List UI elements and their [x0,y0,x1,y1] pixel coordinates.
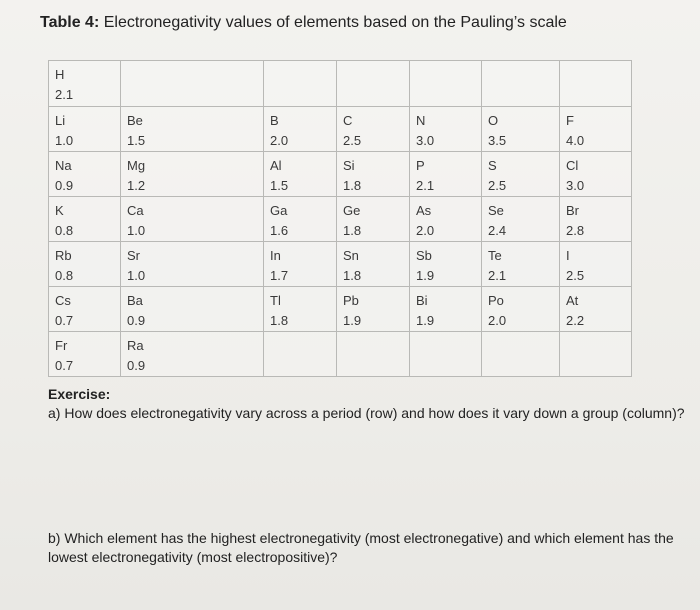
element-symbol: In [270,248,281,263]
element-cell [49,197,121,242]
element-cell [410,332,482,377]
element-value: 2.5 [566,268,585,283]
element-value: 0.9 [55,178,74,193]
element-symbol: As [416,203,432,218]
element-symbol: Rb [55,248,72,263]
table-title-label: Table 4: [40,14,100,31]
element-value: 1.5 [270,178,289,193]
element-value: 0.8 [55,268,74,283]
element-cell [560,242,632,287]
element-symbol: I [566,248,570,263]
exercise-heading: Exercise: [48,386,111,402]
element-value: 2.0 [270,133,289,148]
element-cell [49,242,121,287]
element-value: 1.8 [343,178,362,193]
element-symbol: Ba [127,293,143,308]
element-value: 1.8 [270,313,289,328]
element-symbol: Tl [270,293,281,308]
element-value: 2.8 [566,223,585,238]
element-symbol: Te [488,248,502,263]
element-value: 0.9 [127,358,146,373]
element-symbol: Ra [127,338,144,353]
element-symbol: Br [566,203,579,218]
element-symbol: H [55,67,65,82]
exercise-section [48,385,688,423]
element-symbol: Be [127,113,143,128]
element-cell [560,197,632,242]
element-cell [560,332,632,377]
element-symbol: Cs [55,293,71,308]
element-value: 2.2 [566,313,585,328]
element-cell [121,287,264,332]
element-cell [264,152,337,197]
element-cell [264,332,337,377]
element-value: 2.1 [488,268,507,283]
element-cell [264,242,337,287]
element-value: 1.5 [127,133,146,148]
element-cell [264,197,337,242]
element-value: 1.9 [416,313,435,328]
element-cell [482,107,560,152]
table-row [49,61,632,107]
electronegativity-table [48,60,632,377]
element-cell [264,107,337,152]
element-symbol: Li [55,113,66,128]
element-cell [410,287,482,332]
element-value: 1.0 [127,223,146,238]
element-value: 1.9 [343,313,362,328]
element-cell [560,107,632,152]
element-cell [121,242,264,287]
element-symbol: Si [343,158,355,173]
element-cell [337,61,410,107]
element-symbol: P [416,158,425,173]
element-cell [337,287,410,332]
element-symbol: Po [488,293,504,308]
element-cell [121,152,264,197]
element-cell [410,152,482,197]
element-value: 1.7 [270,268,289,283]
element-cell [482,197,560,242]
element-symbol: B [270,113,279,128]
element-cell [482,332,560,377]
element-value: 2.1 [416,178,435,193]
element-value: 4.0 [566,133,585,148]
element-symbol: Bi [416,293,428,308]
element-symbol: Ga [270,203,288,218]
element-value: 1.2 [127,178,146,193]
element-cell [121,197,264,242]
element-cell [264,287,337,332]
element-symbol: Ge [343,203,361,218]
element-value: 3.0 [566,178,585,193]
element-cell [410,197,482,242]
element-symbol: K [55,203,64,218]
element-symbol: Fr [55,338,68,353]
element-symbol: Sn [343,248,359,263]
element-symbol: Mg [127,158,146,173]
element-cell [482,152,560,197]
element-cell [337,242,410,287]
element-cell [49,287,121,332]
element-value: 1.6 [270,223,289,238]
element-symbol: Sr [127,248,140,263]
element-value: 0.8 [55,223,74,238]
element-value: 0.9 [127,313,146,328]
element-cell [482,287,560,332]
element-cell [560,287,632,332]
element-symbol: Sb [416,248,432,263]
element-symbol: C [343,113,353,128]
element-value: 1.9 [416,268,435,283]
element-cell [410,107,482,152]
element-cell [560,152,632,197]
element-symbol: Al [270,158,282,173]
element-cell [49,152,121,197]
element-value: 1.8 [343,268,362,283]
element-value: 3.5 [488,133,507,148]
element-symbol: F [566,113,574,128]
element-value: 2.5 [343,133,362,148]
table-title-text: Electronegativity values of elements based on the Pauling’s scale [99,14,567,31]
element-symbol: Cl [566,158,579,173]
element-symbol: N [416,113,426,128]
element-cell [482,61,560,107]
element-cell [410,61,482,107]
element-cell [410,242,482,287]
element-symbol: O [488,113,499,128]
element-value: 2.0 [488,313,507,328]
question-a: a) How does electronegativity vary across a period (row) and how does it vary down a group (column)? [48,405,685,421]
element-cell [337,107,410,152]
table-row [49,287,632,332]
element-symbol: Na [55,158,72,173]
element-value: 2.4 [488,223,507,238]
table-row [49,332,632,377]
element-cell [49,107,121,152]
element-cell [560,61,632,107]
element-cell [121,107,264,152]
element-value: 1.0 [55,133,74,148]
element-cell [49,332,121,377]
table-row [49,152,632,197]
element-cell [121,61,264,107]
table-row [49,197,632,242]
element-value: 0.7 [55,358,74,373]
question-b: b) Which element has the highest electronegativity (most electronegative) and which element has the lowest electronegativity (most electropositive)? [48,530,674,565]
element-symbol: Pb [343,293,359,308]
element-symbol: S [488,158,497,173]
element-value: 2.1 [55,87,74,102]
element-symbol: At [566,293,579,308]
element-cell [49,61,121,107]
element-value: 2.0 [416,223,435,238]
element-value: 0.7 [55,313,74,328]
element-cell [482,242,560,287]
element-cell [337,152,410,197]
element-cell [337,332,410,377]
element-cell [337,197,410,242]
element-symbol: Ca [127,203,144,218]
element-value: 2.5 [488,178,507,193]
element-cell [121,332,264,377]
element-value: 3.0 [416,133,435,148]
element-value: 1.8 [343,223,362,238]
table-row [49,242,632,287]
table-title [40,14,567,32]
element-cell [264,61,337,107]
table-row [49,107,632,152]
element-value: 1.0 [127,268,146,283]
element-symbol: Se [488,203,504,218]
